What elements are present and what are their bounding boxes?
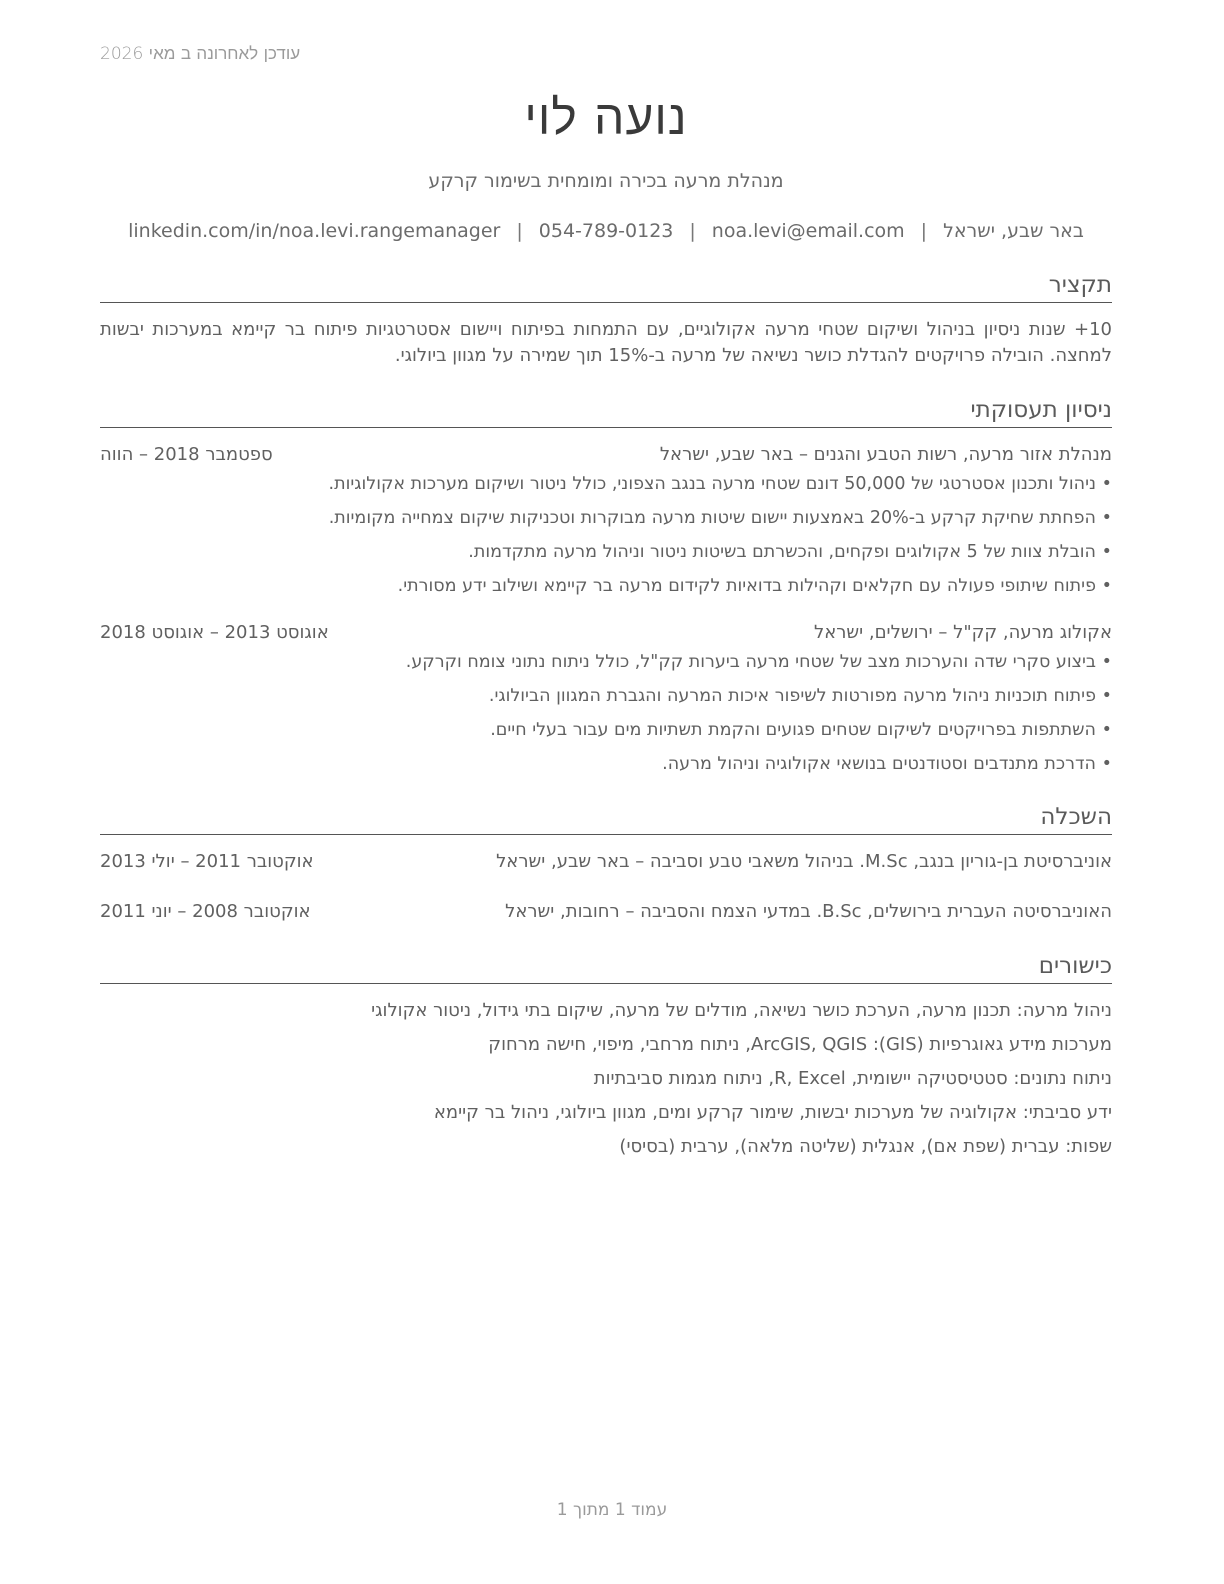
bullet-dot-icon: • [1101, 686, 1112, 706]
job-entry [100, 442, 1112, 598]
education-dates: אוקטובר 2011 – יולי 2013 [100, 851, 314, 872]
job-title: אקולוג מרעה, קק"ל – ירושלים, ישראל [813, 622, 1112, 643]
contact-separator: | [516, 220, 523, 242]
bullet-dot-icon: • [1101, 474, 1112, 494]
skills-heading: כישורים [100, 951, 1112, 984]
resume-page [100, 88, 1112, 1168]
bullet-dot-icon: • [1101, 652, 1112, 672]
bullet-item [100, 472, 1112, 496]
bullet-text: פיתוח תוכניות ניהול מרעה מפורטות לשיפור איכות המרעה והגברת המגוון הביולוגי. [488, 686, 1096, 706]
last-updated-note: עודכן לאחרונה ב מאי 2026 [100, 44, 301, 64]
bullet-item [100, 574, 1112, 598]
bullet-item [100, 540, 1112, 564]
bullet-dot-icon: • [1101, 508, 1112, 528]
skill-line: ניהול מרעה: תכנון מרעה, הערכת כושר נשיאה, מודלים של מרעה, שיקום בתי גידול, ניטור אקולוגי [371, 1000, 1112, 1021]
contact-linkedin-link[interactable]: linkedin.com/in/noa.levi.rangemanager [128, 220, 501, 242]
contact-phone[interactable]: 054-789-0123 [538, 220, 674, 242]
page-number-footer: עמוד 1 מתוך 1 [556, 1500, 668, 1520]
education-degree: האוניברסיטה העברית בירושלים, B.Sc. במדעי הצמח והסביבה – רחובות, ישראל [505, 901, 1112, 922]
bullet-item [100, 506, 1112, 530]
contact-separator: | [920, 220, 928, 242]
bullet-item [100, 650, 1112, 674]
summary-text: 10+ שנות ניסיון בניהול ושיקום שטחי מרעה אקולוגיים, עם התמחות בפיתוח ויישום אסטרטגיות פיתוח בר קיימא במערכות יבשות למחצה. הובילה פרויקטים להגדלת כושר נשיאה של מרעה ב-15% תוך שמירה על מגוון ביולוגי. [100, 319, 1112, 366]
bullet-dot-icon: • [1101, 576, 1112, 596]
skill-line: מערכות מידע גאוגרפיות (GIS): ArcGIS, QGIS, ניתוח מרחבי, מיפוי, חישה מרחוק [488, 1034, 1112, 1055]
job-dates: ספטמבר 2018 – הווה [100, 444, 273, 465]
bullet-text: הפחתת שחיקת קרקע ב-20% באמצעות יישום שיטות מרעה מבוקרות וטכניקות שיקום צמחייה מקומיות. [328, 508, 1096, 528]
bullet-text: הובלת צוות של 5 אקולוגים ופקחים, והכשרתם בשיטות ניטור וניהול מרעה מתקדמות. [468, 542, 1096, 562]
bullet-text: פיתוח שיתופי פעולה עם חקלאים וקהילות בדואיות לקידום מרעה בר קיימא ושילוב ידע מסורתי. [397, 576, 1096, 596]
bullet-item [100, 684, 1112, 708]
bullet-text: ביצוע סקרי שדה והערכות מצב של שטחי מרעה ביערות קק"ל, כולל ניתוח נתוני צומח וקרקע. [405, 652, 1096, 672]
skill-line: שפות: עברית (שפת אם), אנגלית (שליטה מלאה), ערבית (בסיסי) [619, 1136, 1112, 1157]
job-bullets [100, 472, 1112, 598]
bullet-item [100, 718, 1112, 742]
bullet-item [100, 752, 1112, 776]
bullet-text: הדרכת מתנדבים וסטודנטים בנושאי אקולוגיה וניהול מרעה. [662, 754, 1096, 774]
summary-heading: תקציר [100, 270, 1112, 303]
skill-line: ידע סביבתי: אקולוגיה של מערכות יבשות, שימור קרקע ומים, מגוון ביולוגי, ניהול בר קיימא [433, 1102, 1112, 1123]
candidate-name: נועה לוי [524, 90, 688, 146]
bullet-text: ניהול ותכנון אסטרטגי של 50,000 דונם שטחי מרעה בנגב הצפוני, כולל ניטור ושיקום מערכות אקולוגיות. [328, 474, 1096, 494]
education-entry [100, 899, 1112, 925]
experience-heading: ניסיון תעסוקתי [100, 395, 1112, 428]
contact-location: באר שבע, ישראל [943, 220, 1084, 242]
education-dates: אוקטובר 2008 – יוני 2011 [100, 901, 311, 922]
education-heading: השכלה [100, 802, 1112, 835]
contact-line [100, 218, 1112, 244]
bullet-text: השתתפות בפרויקטים לשיקום שטחים פגועים והקמת תשתיות מים עבור בעלי חיים. [490, 720, 1096, 740]
job-bullets [100, 650, 1112, 776]
education-degree: אוניברסיטת בן-גוריון בנגב, M.Sc. בניהול משאבי טבע וסביבה – באר שבע, ישראל [496, 851, 1112, 872]
bullet-dot-icon: • [1101, 754, 1112, 774]
skill-line: ניתוח נתונים: סטטיסטיקה יישומית, R, Excel, ניתוח מגמות סביבתיות [593, 1068, 1112, 1089]
contact-email-link[interactable]: noa.levi@email.com [711, 220, 905, 242]
bullet-dot-icon: • [1101, 542, 1112, 562]
education-entry [100, 849, 1112, 875]
contact-separator: | [689, 220, 696, 242]
job-entry [100, 620, 1112, 776]
skills-list [100, 998, 1112, 1160]
job-dates: אוגוסט 2013 – אוגוסט 2018 [100, 622, 329, 643]
professional-title: מנהלת מרעה בכירה ומומחית בשימור קרקע [428, 170, 784, 192]
job-title: מנהלת אזור מרעה, רשות הטבע והגנים – באר שבע, ישראל [659, 444, 1112, 465]
bullet-dot-icon: • [1101, 720, 1112, 740]
